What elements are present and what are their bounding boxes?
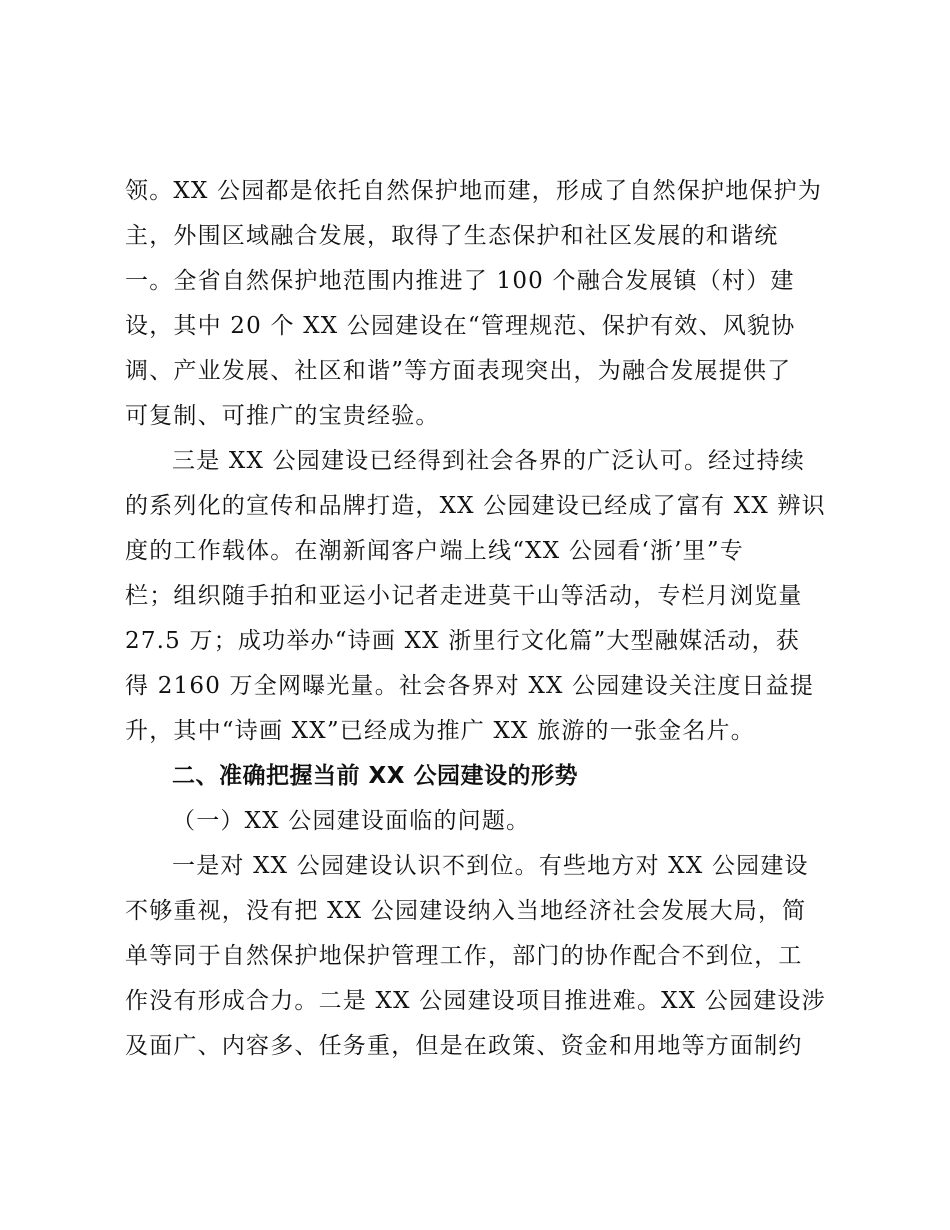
paragraph-line: 三是 XX 公园建设已经得到社会各界的广泛认可。经过持续 [172, 448, 805, 474]
paragraph-line: 不够重视，没有把 XX 公园建设纳入当地经济社会发展大局，简 [125, 898, 807, 924]
paragraph-line: 调、产业发展、社区和谐”等方面表现突出，为融合发展提供了 [125, 358, 792, 384]
paragraph-line: 单等同于自然保护地保护管理工作，部门的协作配合不到位，工 [125, 943, 803, 969]
paragraph-line: 及面广、内容多、任务重，但是在政策、资金和用地等方面制约 [125, 1033, 803, 1059]
paragraph-line: 升，其中“诗画 XX”已经成为推广 XX 旅游的一张金名片。 [125, 718, 755, 744]
paragraph-line: 领。XX 公园都是依托自然保护地而建，形成了自然保护地保护为 [125, 178, 823, 204]
paragraph-line: 的系列化的宣传和品牌打造，XX 公园建设已经成了富有 XX 辨识 [125, 493, 826, 519]
paragraph-line: 度的工作载体。在潮新闻客户端上线“XX 公园看‘浙’里”专 [125, 538, 744, 564]
paragraph-line: 得 2160 万全网曝光量。社会各界对 XX 公园建设关注度日益提 [125, 673, 815, 699]
paragraph-line: 设，其中 20 个 XX 公园建设在“管理规范、保护有效、风貌协 [125, 313, 796, 339]
paragraph-line: 27.5 万；成功举办“诗画 XX 浙里行文化篇”大型融媒活动，获 [125, 628, 801, 654]
section-heading: 二、准确把握当前 XX 公园建设的形势 [172, 763, 578, 789]
paragraph-line: 一是对 XX 公园建设认识不到位。有些地方对 XX 公园建设 [172, 853, 809, 879]
paragraph-line: 一。全省自然保护地范围内推进了 100 个融合发展镇（村）建 [125, 268, 795, 294]
paragraph-line: 栏；组织随手拍和亚运小记者走进莫干山等活动，专栏月浏览量 [125, 583, 803, 609]
paragraph-line: 可复制、可推广的宝贵经验。 [125, 403, 440, 429]
subsection-heading: （一）XX 公园建设面临的问题。 [172, 808, 531, 834]
paragraph-line: 作没有形成合力。二是 XX 公园建设项目推进难。XX 公园建设涉 [125, 988, 826, 1014]
paragraph-line: 主，外围区域融合发展，取得了生态保护和社区发展的和谐统 [125, 223, 779, 249]
